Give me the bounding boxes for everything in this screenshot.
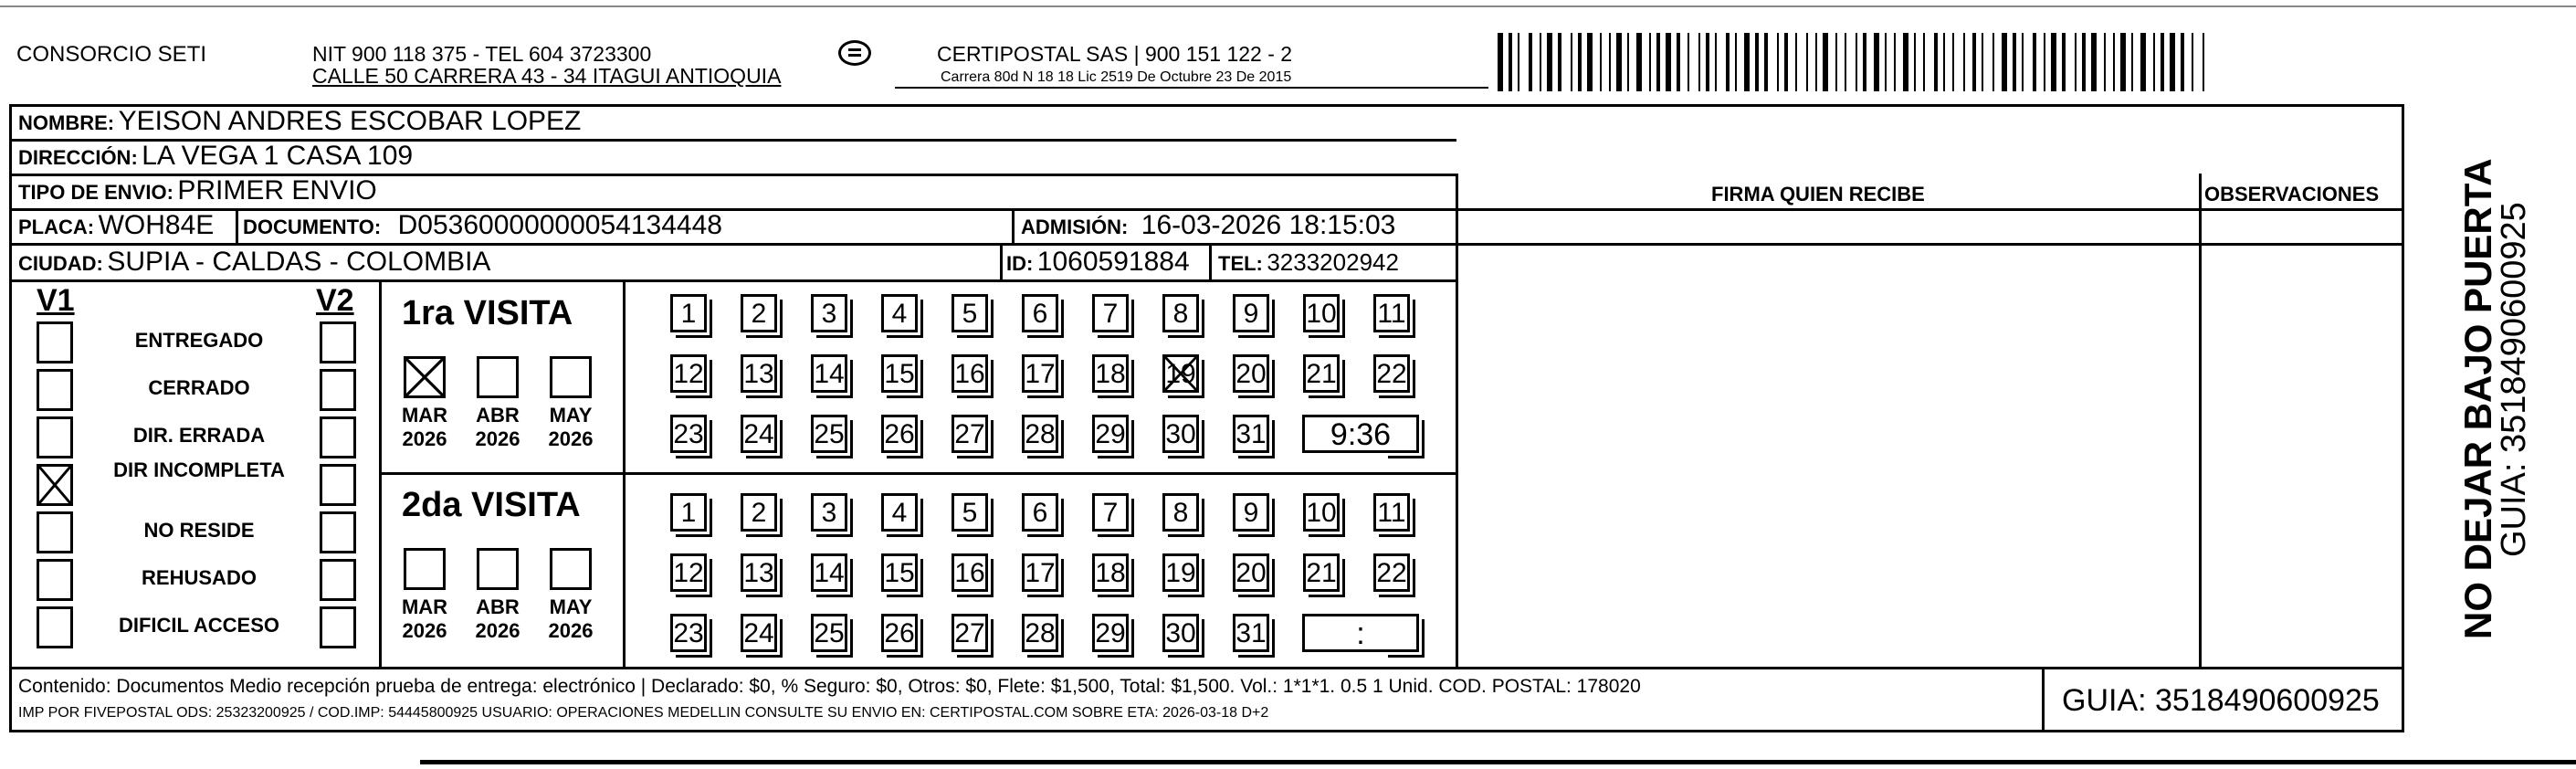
v2-checkbox[interactable] xyxy=(320,511,356,553)
day-box[interactable]: 13 xyxy=(741,354,777,393)
footer-print-line: IMP POR FIVEPOSTAL ODS: 25323200925 / COD.IMP: 54445800925 USUARIO: OPERACIONES MEDELLIN CONSULTE SU ENVIO EN: CERTIPOSTAL.COM SOBRE ETA: 2026-03-18 D+2 xyxy=(18,705,1269,721)
v1-checkbox[interactable] xyxy=(37,416,73,458)
col-line xyxy=(236,208,238,245)
status-option-label: DIR. ERRADA xyxy=(132,424,266,447)
id-value: 1060591884 xyxy=(1036,247,1190,277)
day-box[interactable]: 25 xyxy=(811,614,847,652)
observaciones-label: OBSERVACIONES xyxy=(2204,183,2380,205)
day-box[interactable]: 22 xyxy=(1373,553,1410,592)
day-box[interactable]: 25 xyxy=(811,415,847,453)
v2-checkbox[interactable] xyxy=(320,606,356,648)
header-rule xyxy=(895,87,1488,89)
time-field[interactable]: : xyxy=(1302,614,1419,652)
direccion-label: DIRECCIÓN: xyxy=(18,146,138,169)
row-line xyxy=(9,667,2404,669)
day-box[interactable]: 26 xyxy=(881,614,918,652)
day-box[interactable]: 31 xyxy=(1233,415,1269,453)
col-line xyxy=(2402,104,2404,732)
day-box[interactable]: 8 xyxy=(1162,493,1199,532)
day-box[interactable]: 3 xyxy=(811,493,847,532)
status-option-label: CERRADO xyxy=(148,376,250,399)
day-box[interactable]: 10 xyxy=(1303,493,1340,532)
direccion-value: LA VEGA 1 CASA 109 xyxy=(142,141,414,171)
id-label: ID: xyxy=(1006,252,1034,275)
tipo-row xyxy=(18,175,377,206)
placa-label: PLACA: xyxy=(18,216,95,238)
day-box[interactable]: 17 xyxy=(1022,553,1058,592)
ciudad-value: SUPIA - CALDAS - COLOMBIA xyxy=(107,247,491,277)
day-box[interactable]: 31 xyxy=(1233,614,1269,652)
documento-row xyxy=(243,210,722,241)
day-box[interactable]: 27 xyxy=(952,415,988,453)
day-box[interactable]: 14 xyxy=(811,354,847,393)
month-checkbox[interactable] xyxy=(404,356,446,398)
v1-checkbox[interactable] xyxy=(37,511,73,553)
day-box[interactable]: 24 xyxy=(741,614,777,652)
col-line xyxy=(2042,667,2045,732)
day-box[interactable]: 30 xyxy=(1162,415,1199,453)
v1-checkbox[interactable] xyxy=(37,606,73,648)
nombre-value: YEISON ANDRES ESCOBAR LOPEZ xyxy=(118,106,582,136)
v2-checkbox[interactable] xyxy=(320,559,356,601)
day-box[interactable]: 10 xyxy=(1303,294,1340,332)
day-box[interactable]: 21 xyxy=(1303,354,1340,393)
carrier-name-line: CERTIPOSTAL SAS | 900 151 122 - 2 xyxy=(937,42,1293,66)
ciudad-row xyxy=(18,247,490,278)
company-nit-line: NIT 900 118 375 - TEL 604 3723300 xyxy=(312,42,652,66)
col-line xyxy=(1456,174,1458,668)
day-box[interactable]: 1 xyxy=(670,294,707,332)
day-box[interactable]: 8 xyxy=(1162,294,1199,332)
firma-label: FIRMA QUIEN RECIBE xyxy=(1711,183,1925,205)
footer-content-line: Contenido: Documentos Medio recepción prueba de entrega: electrónico | Declarado: $0, % Seguro: $0, Otros: $0, Flete: $1,500, Total: $1,500. Vol.: 1*1*1. 0.5 1 Unid. COD. POSTAL: 178020 xyxy=(18,676,1641,697)
col-line xyxy=(1209,245,1212,281)
status-option-label: REHUSADO xyxy=(142,566,257,589)
day-box[interactable]: 23 xyxy=(670,415,707,453)
day-box[interactable]: 7 xyxy=(1092,294,1129,332)
status-option-label: DIR INCOMPLETA xyxy=(113,458,285,481)
day-box[interactable]: 26 xyxy=(881,415,918,453)
footer-guia: GUIA: 3518490600925 xyxy=(2062,683,2380,718)
day-box[interactable]: 27 xyxy=(952,614,988,652)
day-box[interactable]: 12 xyxy=(670,553,707,592)
month-checkbox[interactable] xyxy=(550,548,592,590)
day-box[interactable]: 29 xyxy=(1092,614,1129,652)
tel-value: 3233202942 xyxy=(1267,248,1399,276)
v2-checkbox[interactable] xyxy=(320,416,356,458)
col-line xyxy=(1012,208,1015,245)
day-box[interactable]: 17 xyxy=(1022,354,1058,393)
month-label: MAY 2026 xyxy=(548,404,594,450)
day-box[interactable]: 12 xyxy=(670,354,707,393)
day-box[interactable]: 18 xyxy=(1092,553,1129,592)
day-box[interactable]: 19 xyxy=(1162,354,1199,393)
top-edge-line xyxy=(0,5,2576,7)
v1-checkbox[interactable] xyxy=(37,321,73,363)
month-label: ABR 2026 xyxy=(475,595,520,642)
bottom-edge-line xyxy=(420,760,2576,764)
day-box[interactable]: 15 xyxy=(881,354,918,393)
day-box[interactable]: 4 xyxy=(881,294,918,332)
day-box[interactable]: 3 xyxy=(811,294,847,332)
barcode-icon xyxy=(1498,33,2219,95)
v2-checkbox[interactable] xyxy=(320,321,356,363)
day-box[interactable]: 16 xyxy=(952,354,988,393)
month-checkbox[interactable] xyxy=(477,548,519,590)
certipostal-logo-icon xyxy=(838,40,871,66)
day-box[interactable]: 16 xyxy=(952,553,988,592)
company-name: CONSORCIO SETI xyxy=(16,42,207,67)
admision-label: ADMISIÓN: xyxy=(1021,216,1129,238)
month-label: ABR 2026 xyxy=(475,404,520,450)
day-box[interactable]: 2 xyxy=(741,493,777,532)
visit2-title: 2da VISITA xyxy=(402,486,581,524)
day-box[interactable]: 9 xyxy=(1233,493,1269,532)
visit1-title: 1ra VISITA xyxy=(402,294,573,332)
v1-checkbox[interactable] xyxy=(37,559,73,601)
documento-value: D05360000000054134448 xyxy=(397,210,722,240)
day-box[interactable]: 1 xyxy=(670,493,707,532)
side-warning: NO DEJAR BAJO PUERTA xyxy=(2456,158,2499,639)
day-box[interactable]: 29 xyxy=(1092,415,1129,453)
status-option-label: DIFICIL ACCESO xyxy=(118,614,279,637)
tipo-label: TIPO DE ENVIO: xyxy=(18,181,173,204)
tipo-value: PRIMER ENVIO xyxy=(177,175,377,205)
day-box[interactable]: 6 xyxy=(1022,493,1058,532)
day-box[interactable]: 7 xyxy=(1092,493,1129,532)
day-box[interactable]: 15 xyxy=(881,553,918,592)
col-line xyxy=(1000,245,1003,281)
day-box[interactable]: 14 xyxy=(811,553,847,592)
col-line xyxy=(2199,174,2202,668)
tel-label: TEL: xyxy=(1218,252,1263,275)
row-line xyxy=(9,243,2404,246)
day-box[interactable]: 13 xyxy=(741,553,777,592)
placa-row xyxy=(18,210,214,241)
nombre-row xyxy=(18,106,581,137)
company-address-line: CALLE 50 CARRERA 43 - 34 ITAGUI ANTIOQUIA xyxy=(312,64,782,88)
v1-label: V1 xyxy=(37,283,75,318)
day-box[interactable]: 30 xyxy=(1162,614,1199,652)
admision-value: 16-03-2026 18:15:03 xyxy=(1141,210,1396,240)
month-label: MAR 2026 xyxy=(401,404,448,450)
tel-row xyxy=(1218,248,1399,277)
day-box[interactable]: 23 xyxy=(670,614,707,652)
month-checkbox[interactable] xyxy=(550,356,592,398)
documento-label: DOCUMENTO: xyxy=(243,216,382,238)
day-box[interactable]: 6 xyxy=(1022,294,1058,332)
day-box[interactable]: 28 xyxy=(1022,415,1058,453)
id-row xyxy=(1006,247,1190,278)
ciudad-label: CIUDAD: xyxy=(18,252,103,275)
v1-checkbox[interactable] xyxy=(37,369,73,411)
row-line xyxy=(379,472,1456,475)
carrier-license-line: Carrera 80d N 18 18 Lic 2519 De Octubre 23 De 2015 xyxy=(941,69,1292,85)
placa-value: WOH84E xyxy=(98,210,215,240)
day-box[interactable]: 24 xyxy=(741,415,777,453)
day-box[interactable]: 11 xyxy=(1373,294,1410,332)
month-checkbox[interactable] xyxy=(477,356,519,398)
month-label: MAR 2026 xyxy=(401,595,448,642)
day-box[interactable]: 19 xyxy=(1162,553,1199,592)
day-box[interactable]: 5 xyxy=(952,294,988,332)
month-label: MAY 2026 xyxy=(548,595,594,642)
day-box[interactable]: 22 xyxy=(1373,354,1410,393)
nombre-label: NOMBRE: xyxy=(18,111,115,134)
v2-label: V2 xyxy=(316,283,354,318)
status-option-label: NO RESIDE xyxy=(143,519,255,542)
row-line xyxy=(9,279,1456,282)
day-box[interactable]: 5 xyxy=(952,493,988,532)
day-box[interactable]: 2 xyxy=(741,294,777,332)
day-box[interactable]: 20 xyxy=(1233,354,1269,393)
side-guia: GUIA: 3518490600925 xyxy=(2495,202,2533,557)
v2-checkbox[interactable] xyxy=(320,464,356,506)
day-box[interactable]: 9 xyxy=(1233,294,1269,332)
month-checkbox[interactable] xyxy=(404,548,446,590)
day-box[interactable]: 28 xyxy=(1022,614,1058,652)
day-box[interactable]: 21 xyxy=(1303,553,1340,592)
v1-checkbox[interactable] xyxy=(37,464,73,506)
time-field[interactable]: 9:36 xyxy=(1302,415,1419,453)
v2-checkbox[interactable] xyxy=(320,369,356,411)
status-option-label: ENTREGADO xyxy=(134,329,264,352)
admision-row xyxy=(1021,210,1395,241)
day-box[interactable]: 20 xyxy=(1233,553,1269,592)
day-box[interactable]: 11 xyxy=(1373,493,1410,532)
day-box[interactable]: 18 xyxy=(1092,354,1129,393)
direccion-row xyxy=(18,141,413,172)
day-box[interactable]: 4 xyxy=(881,493,918,532)
